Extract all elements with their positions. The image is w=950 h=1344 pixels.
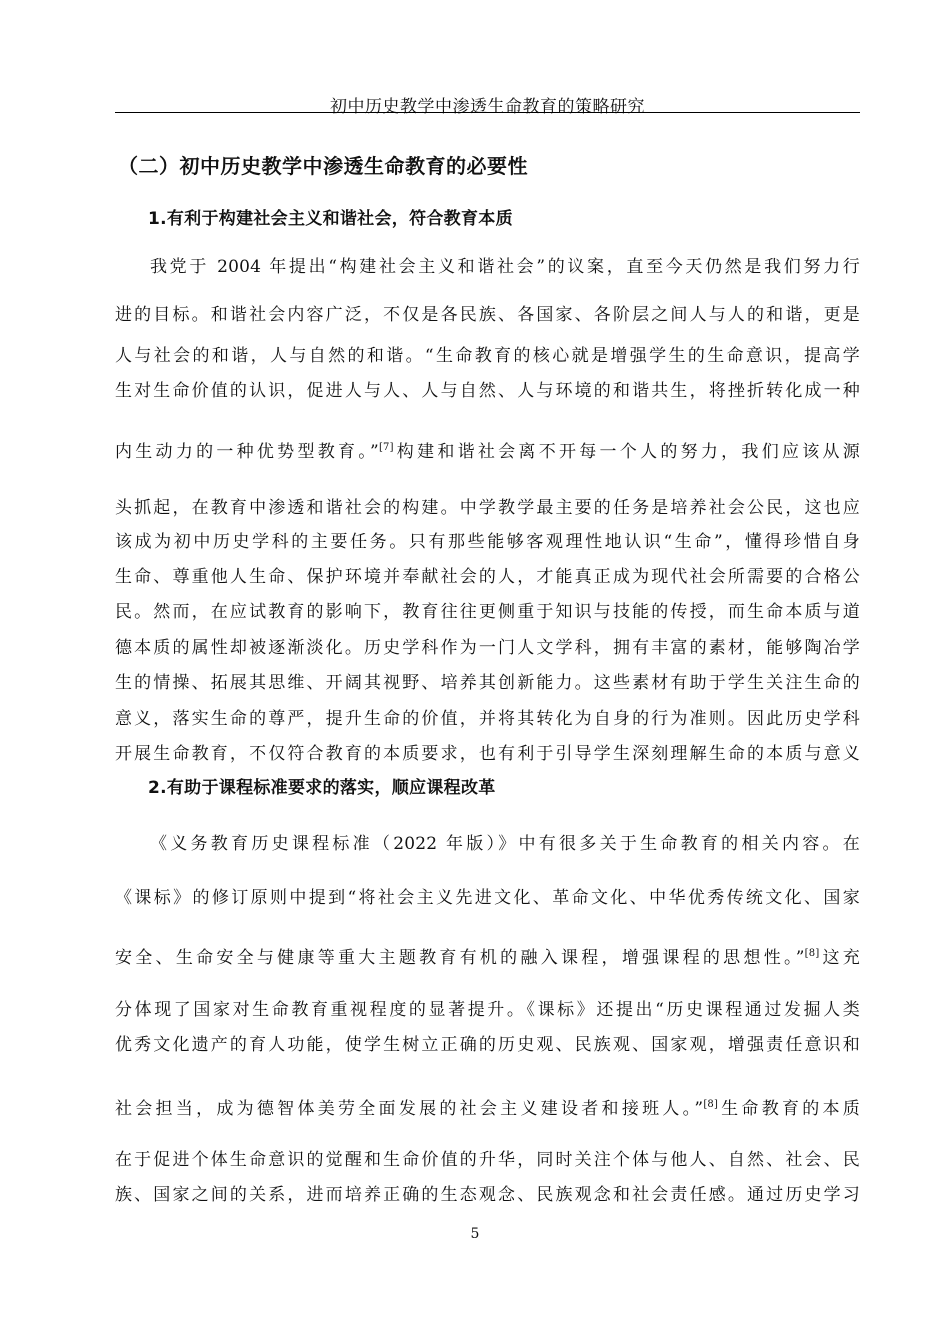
text-line: 意义，落实生命的尊严，提升生命的价值，并将其转化为自身的行为准则。因此历史学科 <box>115 709 860 729</box>
text-line <box>115 943 860 968</box>
text-line: 人与社会的和谐，人与自然的和谐。“生命教育的核心就是增强学生的生命意识，提高学 <box>115 346 860 366</box>
header-rule <box>115 112 860 113</box>
text-line: 生对生命价值的认识，促进人与人、人与自然、人与环境的和谐共生，将挫折转化成一种 <box>115 381 860 401</box>
text-run: 安全、生命安全与健康等重大主题教育有机的融入课程，增强课程的思想性。” <box>115 948 805 968</box>
text-line: 开展生命教育，不仅符合教育的本质要求，也有利于引导学生深刻理解生命的本质与意义 <box>115 744 860 764</box>
text-run: 社会担当，成为德智体美劳全面发展的社会主义建设者和接班人。” <box>115 1099 704 1119</box>
text-line: 《课标》的修订原则中提到“将社会主义先进文化、革命文化、中华优秀传统文化、国家 <box>115 888 860 908</box>
text-line: 分体现了国家对生命教育重视程度的显著提升。《课标》还提出“历史课程通过发掘人类 <box>115 1000 860 1020</box>
text-line: 德本质的属性却被逐渐淡化。历史学科作为一门人文学科，拥有丰富的素材，能够陶冶学 <box>115 638 860 658</box>
text-line: 在于促进个体生命意识的觉醒和生命价值的升华，同时关注个体与他人、自然、社会、民 <box>115 1150 860 1170</box>
text-run: 这充 <box>819 948 860 968</box>
text-run: 构建和谐社会离不开每一个人的努力，我们应该从源 <box>393 442 860 462</box>
citation-ref: [8] <box>703 1099 719 1110</box>
text-line: 该成为初中历史学科的主要任务。只有那些能够客观理性地认识“生命”，懂得珍惜自身 <box>115 532 860 552</box>
subsection-heading-2: 2.有助于课程标准要求的落实，顺应课程改革 <box>148 778 496 798</box>
text-run: 内生动力的一种优势型教育。” <box>115 442 379 462</box>
text-line: 头抓起，在教育中渗透和谐社会的构建。中学教学最主要的任务是培养社会公民，这也应 <box>115 498 860 518</box>
text-line: 优秀文化遗产的育人功能，使学生树立正确的历史观、民族观、国家观，增强责任意识和 <box>115 1035 860 1055</box>
citation-ref: [7] <box>378 442 394 453</box>
page-number: 5 <box>470 1226 480 1242</box>
text-line: 生命、尊重他人生命、保护环境并奉献社会的人，才能真正成为现代社会所需要的合格公 <box>115 567 860 587</box>
text-line: 我党于 2004 年提出“构建社会主义和谐社会”的议案，直至今天仍然是我们努力行 <box>150 257 860 277</box>
text-line: 进的目标。和谐社会内容广泛，不仅是各民族、各国家、各阶层之间人与人的和谐，更是 <box>115 305 860 325</box>
text-line: 民。然而，在应试教育的影响下，教育往往更侧重于知识与技能的传授，而生命本质与道 <box>115 602 860 622</box>
text-line: 生的情操、拓展其思维、开阔其视野、培养其创新能力。这些素材有助于学生关注生命的 <box>115 673 860 693</box>
running-header: 初中历史教学中渗透生命教育的策略研究 <box>330 97 645 117</box>
text-line: 族、国家之间的关系，进而培养正确的生态观念、民族观念和社会责任感。通过历史学习 <box>115 1185 860 1205</box>
subsection-heading-1: 1.有利于构建社会主义和谐社会，符合教育本质 <box>148 209 513 229</box>
text-run: 生命教育的本质 <box>718 1099 860 1119</box>
text-line <box>115 437 860 462</box>
text-line: 《义务教育历史课程标准（2022 年版）》中有很多关于生命教育的相关内容。在 <box>150 834 860 854</box>
section-heading: （二）初中历史教学中渗透生命教育的必要性 <box>118 154 528 178</box>
text-line <box>115 1094 860 1119</box>
citation-ref: [8] <box>804 948 820 959</box>
